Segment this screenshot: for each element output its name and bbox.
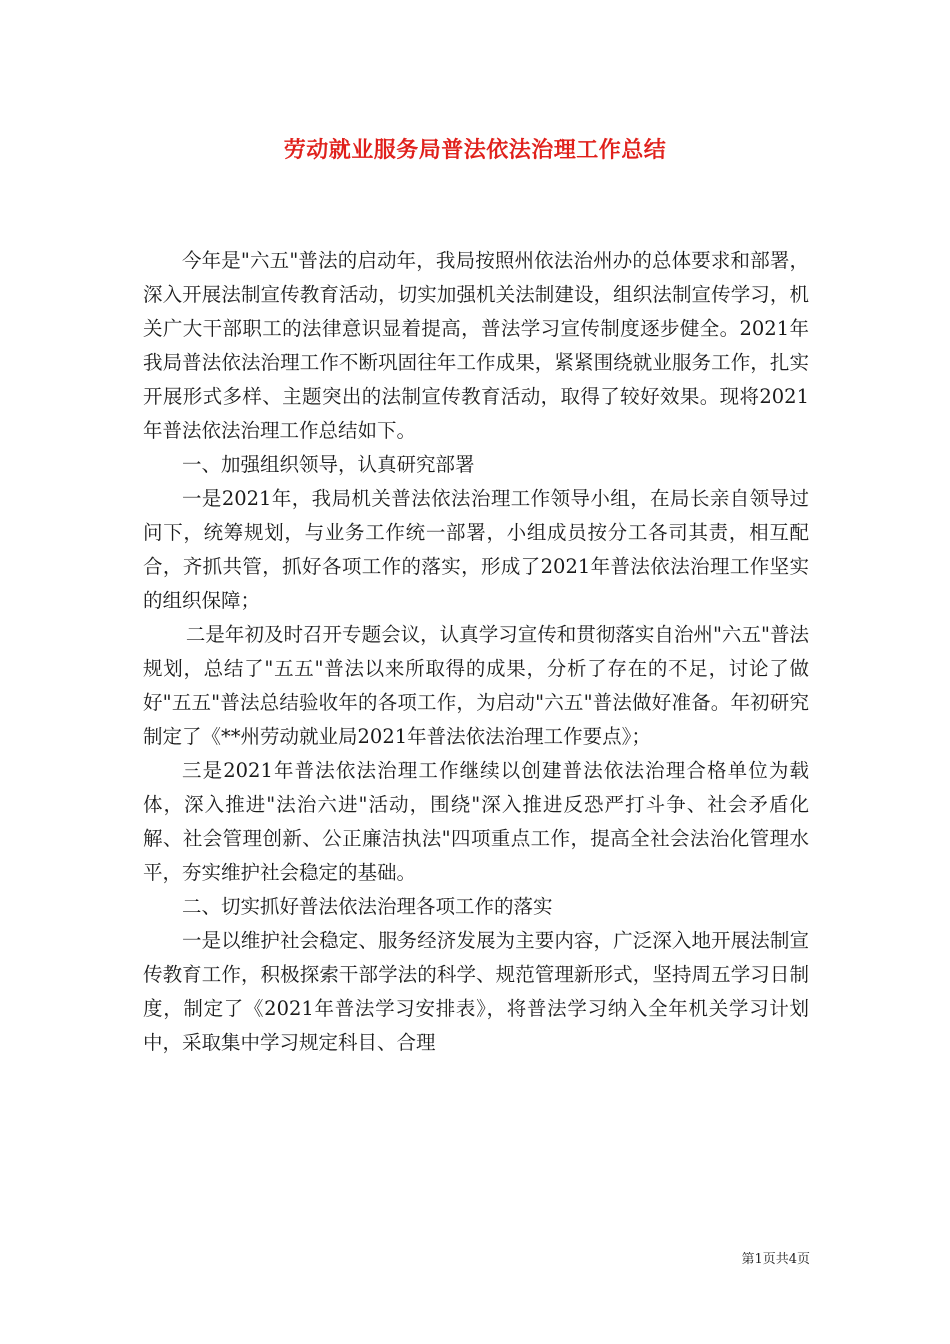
page-number: 第1页共4页 <box>741 1252 810 1267</box>
paragraph-intro: 今年是"六五"普法的启动年，我局按照州依法治州办的总体要求和部署，深入开展法制宣传教育活动，切实加强机关法制建设，组织法制宣传学习，机关广大干部职工的法律意识显着提高，普法学习宣传制度逐步健全。2021年我局普法依法治理工作不断巩固往年工作成果，紧紧围绕就业服务工作，扎实开展形式多样、主题突出的法制宣传教育活动，取得了较好效果。现将2021年普法依法治理工作总结如下。 <box>143 249 809 442</box>
paragraph-1-3: 三是2021年普法依法治理工作继续以创建普法依法治理合格单位为载体，深入推进"法治六进"活动，围绕"深入推进反恐严打斗争、社会矛盾化解、社会管理创新、公正廉洁执法"四项重点工作，提高全社会法治化管理水平，夯实维护社会稳定的基础。 <box>143 759 809 884</box>
paragraph-1-1: 一是2021年，我局机关普法依法治理工作领导小组，在局长亲自领导过问下，统筹规划，与业务工作统一部署，小组成员按分工各司其责，相互配合，齐抓共管，抓好各项工作的落实，形成了2021年普法依法治理工作坚实的组织保障； <box>143 487 809 612</box>
section-heading-2: 二、切实抓好普法依法治理各项工作的落实 <box>182 895 553 918</box>
paragraph-1-2: 二是年初及时召开专题会议，认真学习宣传和贯彻落实自治州"六五"普法规划，总结了"五五"普法以来所取得的成果，分析了存在的不足，讨论了做好"五五"普法总结验收年的各项工作，为启动"六五"普法做好准备。年初研究制定了《**州劳动就业局2021年普法依法治理工作要点》； <box>143 623 809 748</box>
paragraph-2-1: 一是以维护社会稳定、服务经济发展为主要内容，广泛深入地开展法制宣传教育工作，积极探索干部学法的科学、规范管理新形式，坚持周五学习日制度，制定了《2021年普法学习安排表》，将普法学习纳入全年机关学习计划中，采取集中学习规定科目、合理 <box>143 929 809 1054</box>
page-title: 劳动就业服务局普法依法治理工作总结 <box>283 137 667 163</box>
section-heading-1: 一、加强组织领导，认真研究部署 <box>182 453 475 476</box>
document-body <box>143 244 809 1060</box>
